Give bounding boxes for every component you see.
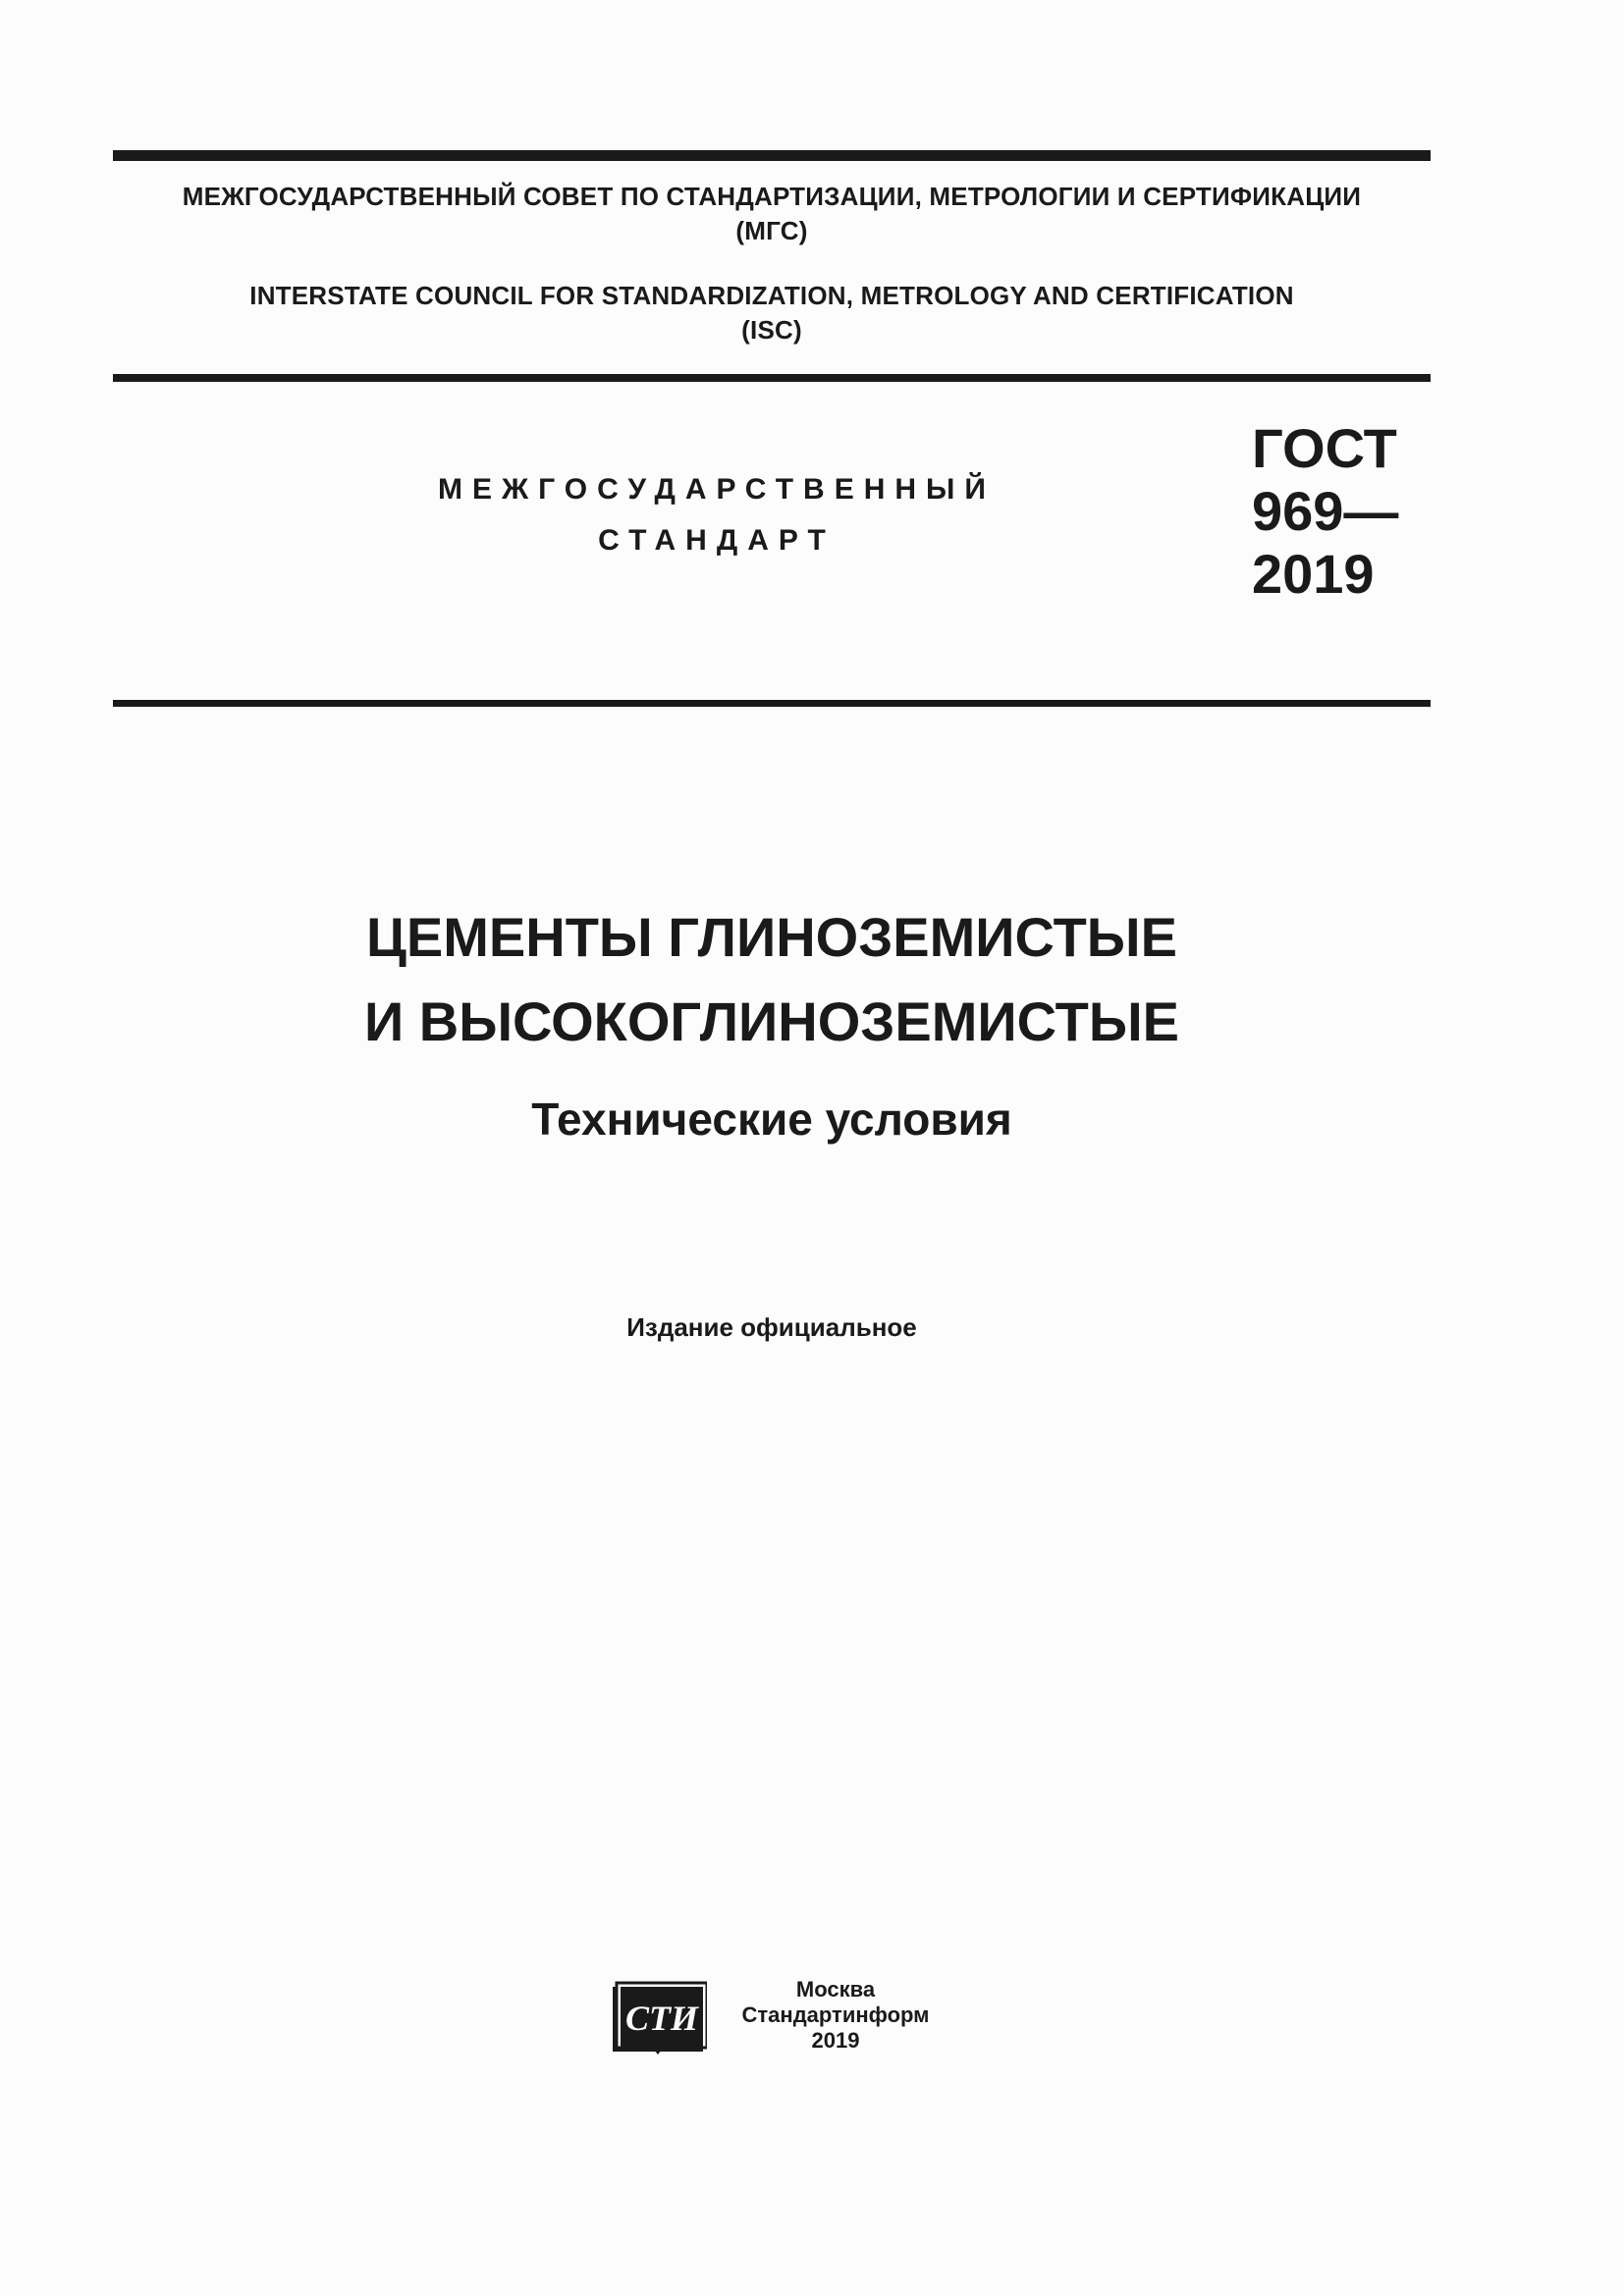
header-bottom-rule <box>113 700 1431 707</box>
designation-line1: ГОСТ <box>1252 417 1397 479</box>
publisher-year: 2019 <box>811 2028 860 2053</box>
council-header-en <box>113 279 1431 347</box>
council-abbr-ru: (МГС) <box>735 216 808 245</box>
council-abbr-en: (ISC) <box>741 315 802 345</box>
standard-kind <box>324 464 1110 566</box>
standard-designation <box>1252 417 1398 606</box>
standartinform-logo-icon <box>611 1979 707 2057</box>
designation-line3: 2019 <box>1252 543 1375 605</box>
council-header <box>113 180 1431 248</box>
designation-line2: 969— <box>1252 480 1399 542</box>
council-rule <box>113 374 1431 382</box>
publisher-city: Москва <box>795 1977 876 2002</box>
document-title <box>113 895 1431 1064</box>
publisher-name: Стандартинформ <box>741 2002 930 2027</box>
title-line1: ЦЕМЕНТЫ ГЛИНОЗЕМИСТЫЕ <box>366 906 1177 968</box>
document-subtitle: Технические условия <box>531 1094 1012 1145</box>
council-name-ru: МЕЖГОСУДАРСТВЕННЫЙ СОВЕТ ПО СТАНДАРТИЗАЦИИ, МЕТРОЛОГИИ И СЕРТИФИКАЦИИ <box>182 182 1362 211</box>
svg-text:СТИ: СТИ <box>624 1999 699 2038</box>
edition-note: Издание официальное <box>626 1312 917 1342</box>
standard-kind-line1: МЕЖГОСУДАРСТВЕННЫЙ <box>438 473 996 506</box>
top-rule <box>113 150 1431 161</box>
title-line2: И ВЫСОКОГЛИНОЗЕМИСТЫЕ <box>363 990 1180 1052</box>
council-name-en: INTERSTATE COUNCIL FOR STANDARDIZATION, METROLOGY AND CERTIFICATION <box>249 281 1294 310</box>
publisher-block <box>707 1977 964 2054</box>
standard-kind-line2: СТАНДАРТ <box>598 524 836 557</box>
